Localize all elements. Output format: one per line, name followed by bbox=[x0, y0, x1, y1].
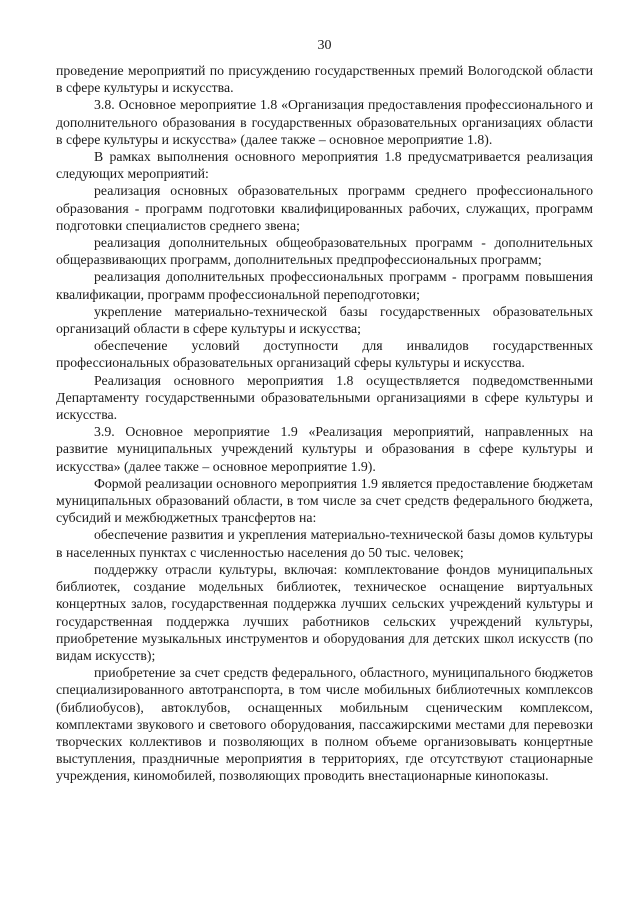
paragraph: обеспечение развития и укрепления материально-технической базы домов культуры в населенных пунктах с численностью населения до 50 тыс. человек; bbox=[56, 527, 593, 560]
paragraph: В рамках выполнения основного мероприятия 1.8 предусматривается реализация следующих мероприятий: bbox=[56, 149, 593, 182]
paragraph: укрепление материально-технической базы государственных образовательных организаций области в сфере культуры и искусства; bbox=[56, 303, 593, 337]
paragraph: реализация основных образовательных программ среднего профессионального образования - программ подготовки квалифицированных рабочих, служащих, программ подготовки специалистов среднего звена; bbox=[56, 183, 593, 233]
document-body bbox=[56, 62, 593, 785]
document-page bbox=[56, 0, 593, 905]
paragraph: Реализация основного мероприятия 1.8 осуществляется подведомственными Департаменту государственными образовательными организациями в сфере культуры и искусства. bbox=[56, 372, 593, 423]
paragraph: проведение мероприятий по присуждению государственных премий Вологодской области в сфере культуры и искусства. bbox=[56, 63, 593, 96]
page-number: 30 bbox=[317, 38, 332, 53]
paragraph: Формой реализации основного мероприятия 1.9 является предоставление бюджетам муниципальных образований области, в том числе за счет средств федерального бюджета, субсидий и межбюджетных трансфертов на: bbox=[56, 475, 593, 526]
paragraph: реализация дополнительных профессиональных программ - программ повышения квалификации, программ профессиональной переподготовки; bbox=[56, 269, 593, 302]
paragraph: поддержку отрасли культуры, включая: комплектование фондов муниципальных библиотек, создание модельных библиотек, техническое оснащение виртуальных концертных залов, государственная поддержка лучших сельских учреждений культуры и государственная поддержка лучших работников сельских учреждений культуры, приобретение музыкальных инструментов и оборудования для детских школ искусств (по видам искусств); bbox=[56, 561, 593, 663]
paragraph: реализация дополнительных общеобразовательных программ - дополнительных общеразвивающих программ, дополнительных предпрофессиональных программ; bbox=[56, 235, 593, 268]
paragraph: обеспечение условий доступности для инвалидов государственных профессиональных образовательных организаций сферы культуры и искусства. bbox=[56, 338, 593, 371]
paragraph: 3.9. Основное мероприятие 1.9 «Реализация мероприятий, направленных на развитие муниципальных учреждений культуры и образования в сфере культуры и искусства» (далее также – основное мероприятие 1.9). bbox=[56, 424, 593, 474]
paragraph: 3.8. Основное мероприятие 1.8 «Организация предоставления профессионального и дополнительного образования в государственных образовательных организациях области в сфере культуры и искусства» (далее также – основное мероприятие 1.8). bbox=[56, 97, 593, 147]
paragraph: приобретение за счет средств федерального, областного, муниципального бюджетов специализированного автотранспорта, в том числе мобильных библиотечных комплексов (библиобусов), автоклубов, оснащенных мобильным сценическим комплексом, комплектами звукового и светового оборудования, пассажирскими местами для перевозки творческих коллективов и позволяющих в полном объеме организовывать концертные выступления, праздничные мероприятия в территориях, где отсутствуют стационарные учреждения, киномобилей, позволяющих проводить внестационарные кинопоказы. bbox=[56, 665, 593, 784]
